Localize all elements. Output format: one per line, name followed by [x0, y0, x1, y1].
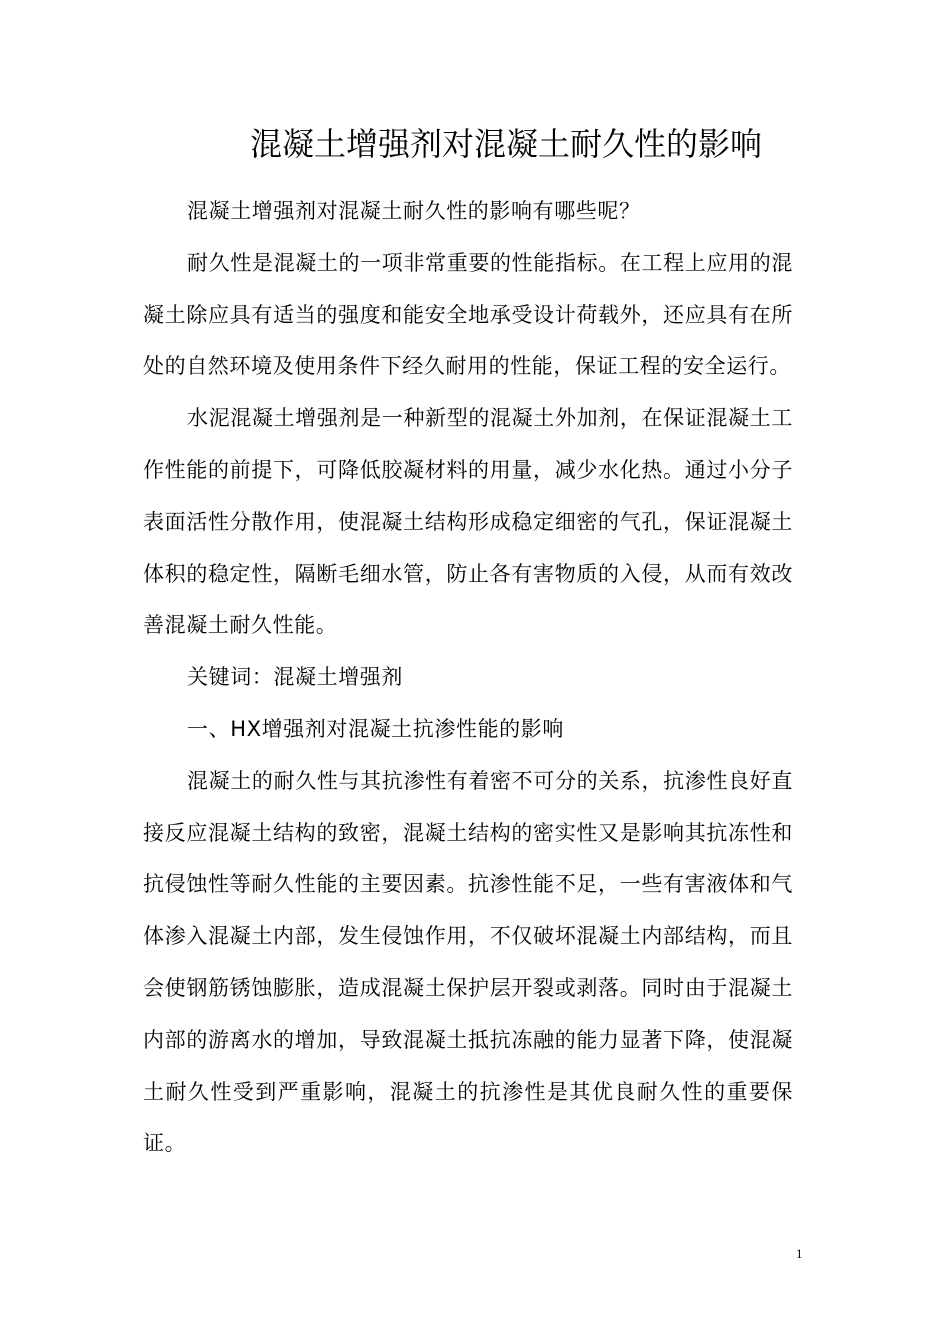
- document-title: 混凝土增强剂对混凝土耐久性的影响: [249, 125, 762, 163]
- section-heading: 一、HX增强剂对混凝土抗渗性能的影响: [187, 716, 564, 741]
- paragraph-enhancer: 水泥混凝土增强剂是一种新型的混凝土外加剂，在保证混凝土工作性能的前提下，可降低胶凝材料的用量，减少水化热。通过小分子表面活性分散作用，使混凝土结构形成稳定细密的气孔，保证混凝土体积的稳定性，隔断毛细水管，防止各有害物质的入侵，从而有效改善混凝土耐久性能。: [143, 406, 793, 638]
- paragraph-intro-question: 混凝土增强剂对混凝土耐久性的影响有哪些呢？: [187, 199, 641, 223]
- paragraph-keywords: 关键词：混凝土增强剂: [187, 665, 403, 690]
- paragraph-durability: 耐久性是混凝土的一项非常重要的性能指标。在工程上应用的混凝土除应具有适当的强度和能安全地承受设计荷载外，还应具有在所处的自然环境及使用条件下经久耐用的性能，保证工程的安全运行。: [143, 250, 793, 379]
- document-body: [143, 186, 793, 1170]
- page-number: 1: [796, 1246, 803, 1261]
- paragraph-impermeability: 混凝土的耐久性与其抗渗性有着密不可分的关系，抗渗性良好直接反应混凝土结构的致密，混凝土结构的密实性又是影响其抗冻性和抗侵蚀性等耐久性能的主要因素。抗渗性能不足，一些有害液体和气体渗入混凝土内部，发生侵蚀作用，不仅破坏混凝土内部结构，而且会使钢筋锈蚀膨胀，造成混凝土保护层开裂或剥落。同时由于混凝土内部的游离水的增加，导致混凝土抵抗冻融的能力显著下降，使混凝土耐久性受到严重影响，混凝土的抗渗性是其优良耐久性的重要保证。: [143, 768, 793, 1156]
